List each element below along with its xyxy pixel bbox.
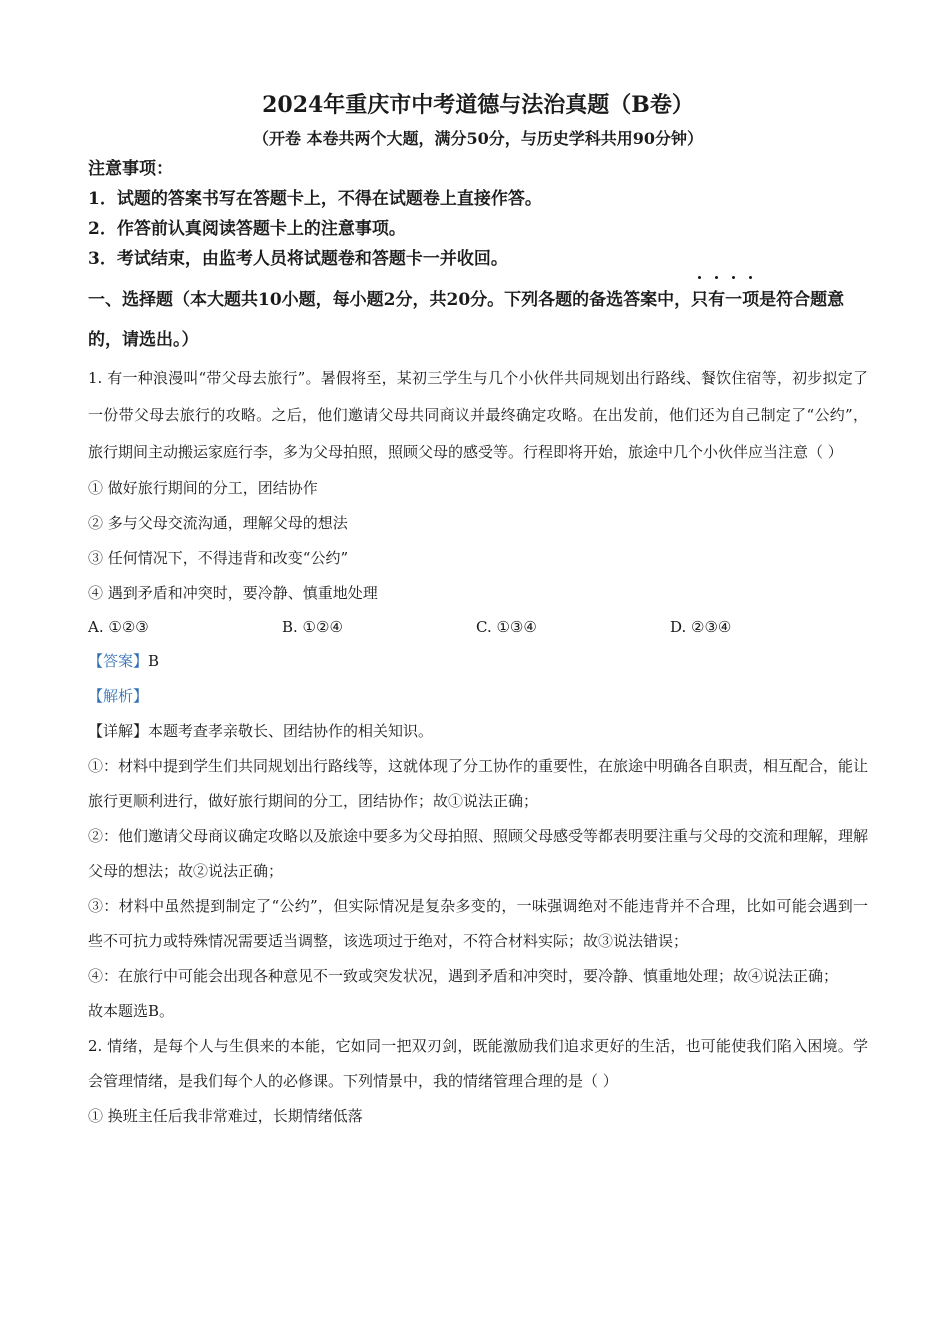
section-heading-text: 是符合题意的，请选出。）	[88, 290, 845, 350]
question-1-stem: 1. 有一种浪漫叫“带父母去旅行”。暑假将至，某初三学生与几个小伙伴共同规划出行路线、餐饮住宿等，初步拟定了一份带父母去旅行的攻略。之后，他们邀请父母共同商议并最终确定攻略。在出发前，他们还为自己制定了“公约”，旅行期间主动搬运家庭行李，多为父母拍照，照顾父母的感受等。行程即将开始，旅途中几个小伙伴应当注意（ ）	[88, 369, 868, 461]
analysis-tag: 【解析】	[88, 687, 149, 705]
option-d: D. ②③④	[670, 618, 732, 636]
section-heading	[88, 280, 868, 360]
detail-line: 【详解】本题考查孝亲敬长、团结协作的相关知识。	[88, 722, 434, 740]
notice-heading: 注意事项：	[88, 159, 173, 179]
question-2-statement: ① 换班主任后我非常难过，长期情绪低落	[88, 1107, 363, 1125]
answer-line	[88, 644, 868, 679]
notice-item: 3．考试结束，由监考人员将试题卷和答题卡一并收回。	[88, 249, 508, 269]
explanation-3: ③：材料中虽然提到制定了“公约”，但实际情况是复杂多变的，一味强调绝对不能违背并不合理，比如可能会遇到一些不可抗力或特殊情况需要适当调整，该选项过于绝对，不符合材料实际；故③说法错误；	[88, 897, 868, 950]
document-page	[88, 86, 868, 1134]
option-c: C. ①③④	[476, 618, 537, 636]
option-a: A. ①②③	[88, 618, 149, 636]
option-b: B. ①②④	[282, 618, 343, 636]
emphasis-char: 一	[725, 280, 742, 320]
question-1-statement: ③ 任何情况下，不得违背和改变“公约”	[88, 549, 349, 567]
notice-item: 2．作答前认真阅读答题卡上的注意事项。	[88, 219, 406, 239]
emphasis-char: 有	[708, 280, 725, 320]
question-1-statement: ④ 遇到矛盾和冲突时，要冷静、慎重地处理	[88, 584, 378, 602]
answer-value: B	[148, 652, 160, 670]
section-heading-text: 一、选择题（本大题共10小题，每小题2分，共20分。下列各题的备选答案中，	[88, 290, 692, 310]
question-2-stem: 2. 情绪，是每个人与生俱来的本能，它如同一把双刃剑，既能激励我们追求更好的生活，也可能使我们陷入困境。学会管理情绪，是我们每个人的必修课。下列情景中，我的情绪管理合理的是（ ）	[88, 1037, 868, 1090]
emphasis-char: 只	[691, 280, 708, 320]
conclusion: 故本题选B。	[88, 1002, 175, 1020]
explanation-4: ④：在旅行中可能会出现各种意见不一致或突发状况，遇到矛盾和冲突时，要冷静、慎重地处理；故④说法正确；	[88, 967, 839, 985]
notice-item: 1．试题的答案书写在答题卡上，不得在试题卷上直接作答。	[88, 189, 542, 209]
question-1-options	[88, 611, 868, 644]
explanation-2: ②：他们邀请父母商议确定攻略以及旅途中要多为父母拍照、照顾父母感受等都表明要注重与父母的交流和理解，理解父母的想法；故②说法正确；	[88, 827, 869, 880]
answer-tag: 【答案】	[88, 652, 149, 670]
emphasis-char: 项	[742, 280, 759, 320]
page-title: 2024年重庆市中考道德与法治真题（B卷）	[262, 92, 694, 118]
question-1-statement: ② 多与父母交流沟通，理解父母的想法	[88, 514, 348, 532]
explanation-1: ①：材料中提到学生们共同规划出行路线等，这就体现了分工协作的重要性，在旅途中明确各自职责，相互配合，能让旅行更顺利进行，做好旅行期间的分工，团结协作；故①说法正确；	[88, 757, 869, 810]
question-1-statement: ① 做好旅行期间的分工，团结协作	[88, 479, 318, 497]
page-subtitle: （开卷 本卷共两个大题，满分50分，与历史学科共用90分钟）	[252, 129, 704, 148]
